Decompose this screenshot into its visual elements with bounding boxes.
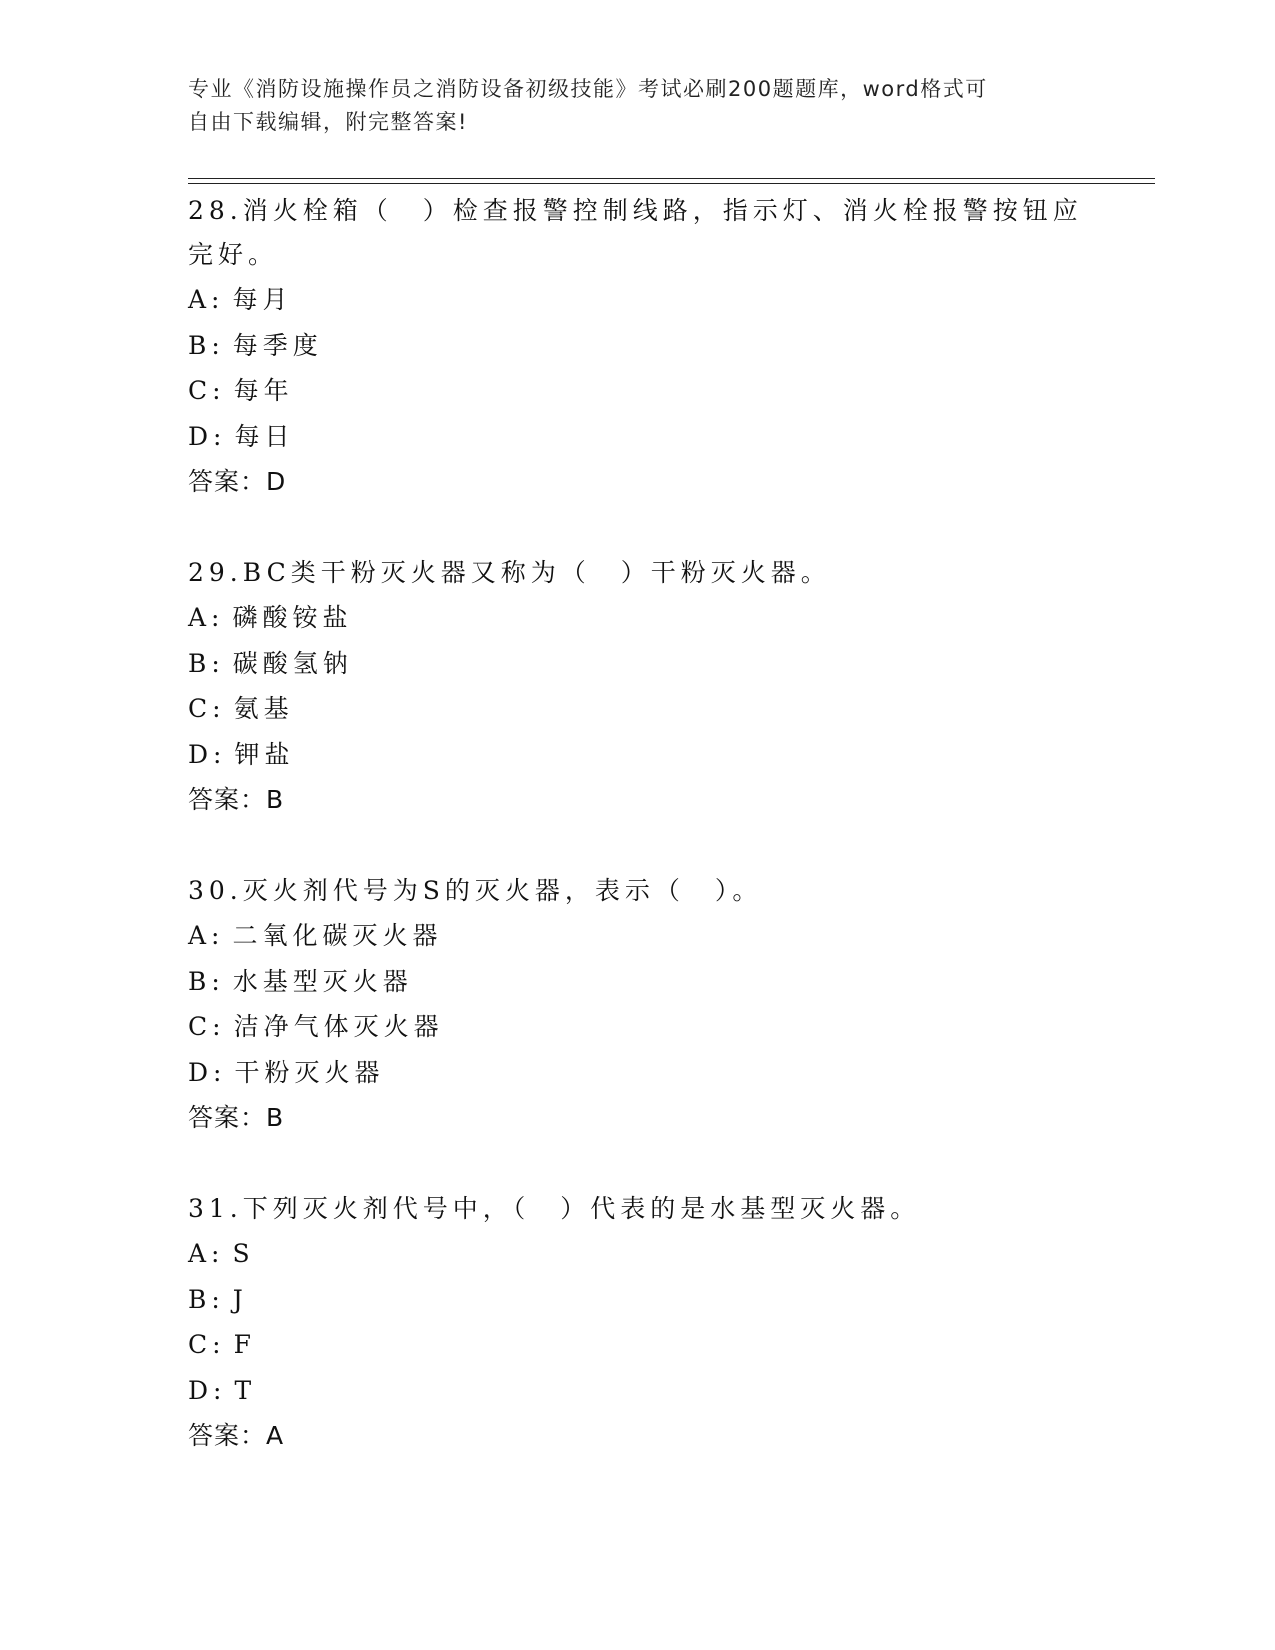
document-header [188, 73, 1068, 139]
option-key: D: [188, 739, 227, 769]
question-list [188, 189, 1088, 1505]
option-key: C: [188, 1012, 226, 1041]
option-key: D: [188, 421, 227, 451]
option-a [188, 595, 1088, 641]
answer-line: 答案：B [188, 1103, 285, 1132]
option-a [188, 913, 1088, 959]
question-31 [188, 1187, 1088, 1459]
option-c [188, 368, 1088, 414]
option-c [188, 1004, 1088, 1050]
question-stem: 28.消火栓箱（ ）检查报警控制线路，指示灯、消火栓报警按钮应完好。 [188, 196, 1083, 269]
header-line-2: 自由下载编辑，附完整答案! [188, 110, 468, 134]
question-28 [188, 189, 1088, 505]
option-key: A: [188, 921, 225, 950]
option-b [188, 323, 1088, 369]
header-divider-bottom [188, 183, 1155, 184]
header-divider-top [188, 178, 1155, 179]
question-29 [188, 551, 1088, 823]
option-text: 水基型灭火器 [232, 966, 413, 996]
option-text: 碳酸氢钠 [232, 648, 353, 678]
option-text: 干粉灭火器 [234, 1057, 385, 1087]
option-key: D: [188, 1057, 227, 1087]
option-d [188, 414, 1088, 460]
option-text: 每日 [234, 421, 295, 451]
question-stem: 31.下列灭火剂代号中，（ ）代表的是水基型灭火器。 [188, 1194, 921, 1223]
question-stem: 30.灭火剂代号为S的灭火器，表示（ ）。 [188, 876, 763, 905]
option-key: B: [188, 648, 225, 678]
option-key: C: [188, 694, 226, 723]
option-key: C: [188, 376, 226, 405]
option-text: 每月 [232, 285, 293, 314]
option-d [188, 1050, 1088, 1096]
option-d [188, 732, 1088, 778]
option-text: 磷酸铵盐 [232, 603, 353, 632]
option-c [188, 1322, 1088, 1368]
option-text: 二氧化碳灭火器 [232, 921, 443, 950]
answer-line: 答案：D [188, 467, 287, 496]
option-text: 钾盐 [234, 739, 295, 769]
option-b [188, 959, 1088, 1005]
answer-line: 答案：A [188, 1421, 285, 1450]
option-d [188, 1368, 1088, 1414]
option-a [188, 277, 1088, 323]
question-stem: 29.BC类干粉灭火器又称为（ ）干粉灭火器。 [188, 558, 831, 587]
option-text: J [232, 1284, 248, 1314]
option-a [188, 1231, 1088, 1277]
option-key: B: [188, 966, 225, 996]
option-key: C: [188, 1330, 226, 1359]
header-line-1: 专业《消防设施操作员之消防设备初级技能》考试必刷200题题库，word格式可 [188, 77, 988, 101]
option-key: A: [188, 285, 225, 314]
option-key: B: [188, 1284, 225, 1314]
option-text: 氨基 [233, 694, 294, 723]
option-text: 每季度 [232, 330, 323, 360]
option-text: T [234, 1375, 257, 1405]
option-text: S [232, 1239, 255, 1268]
option-c [188, 686, 1088, 732]
option-text: 每年 [233, 376, 294, 405]
option-key: A: [188, 1239, 225, 1268]
option-text: 洁净气体灭火器 [233, 1012, 444, 1041]
option-key: D: [188, 1375, 227, 1405]
option-key: A: [188, 603, 225, 632]
option-text: F [233, 1330, 256, 1359]
answer-line: 答案：B [188, 785, 285, 814]
option-key: B: [188, 330, 225, 360]
question-30 [188, 869, 1088, 1141]
option-b [188, 1277, 1088, 1323]
option-b [188, 641, 1088, 687]
